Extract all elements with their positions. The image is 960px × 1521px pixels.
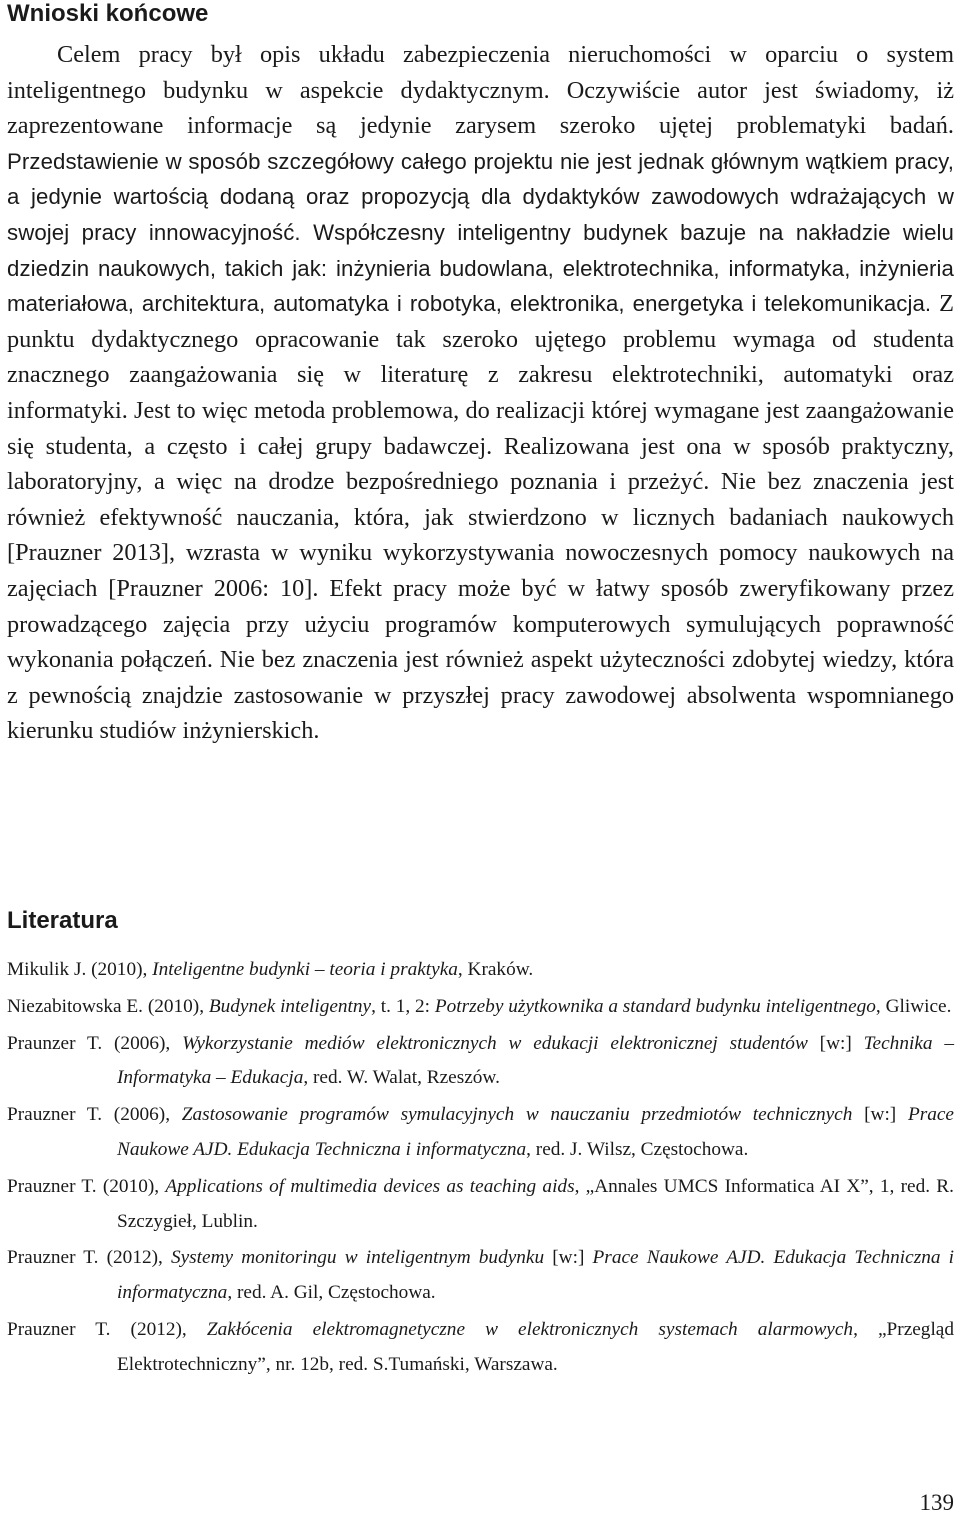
section-heading: Wnioski końcowe <box>7 0 209 27</box>
reference-item: Praunzer T. (2006), Wykorzystanie mediów elektronicznych w edukacji elektronicznej studentów [w:] Technika – Informatyka – Edukacja, red. W. Walat, Rzeszów. <box>7 1032 954 1089</box>
reference-item: Prauzner T. (2012), Zakłócenia elektromagnetyczne w elektronicznych systemach alarmowych, „Przegląd Elektrotechniczny”, nr. 12b, red. S.Tumański, Warszawa. <box>7 1318 955 1375</box>
paragraph-text-sans: Przedstawienie w sposób szczegółowy całego projektu nie jest jednak głównym wątkiem pracy, a jedynie wartością dodaną oraz propozycją dla dydaktyków zawodowych wdrażających w swojej pracy innowacyjność. Współczesny inteligentny budynek bazuje na nakładzie wielu dziedzin naukowych, takich jak: inżynieria budowlana, elektrotechnika, informatyka, inżynieria materiałowa, architektura, automatyka i robotyka, elektronika, energetyka i telekomunikacja. <box>7 148 954 317</box>
references-list <box>7 953 954 1385</box>
document-page <box>7 0 954 1521</box>
page-number: 139 <box>919 1490 954 1515</box>
paragraph-text-serif-1: Celem pracy był opis układu zabezpieczenia nieruchomości w oparciu o system inteligentnego budynku w aspekcie dydaktycznym. Oczywiście autor jest świadomy, iż zaprezentowane informacje są jedynie zarysem szeroko ujętej problematyki badań. <box>7 41 954 140</box>
paragraph-text-serif-2: Z punktu dydaktycznego opracowanie tak szeroko ujętego problemu wymaga od studenta znacznego zaangażowania się w literaturę z zakresu elektrotechniki, automatyki oraz informatyki. Jest to więc metoda problemowa, do realizacji której wymagane jest zaangażowanie się studenta, a często i całej grupy badawczej. Realizowana jest ona w sposób praktyczny, laboratoryjny, a więc na drodze bezpośredniego poznania i przeżyć. Nie bez znaczenia jest również efektywność nauczania, która, jak stwierdzono w licznych badaniach naukowych [Prauzner 2013], wzrasta w wyniku wykorzystywania nowoczesnych pomocy naukowych na zajęciach [Prauzner 2006: 10]. Efekt pracy może być w łatwy sposób zweryfikowany przez prowadzącego zajęcia przy użyciu programów komputerowych symulujących poprawność wykonania połączeń. Nie bez znaczenia jest również aspekt użyteczności zdobytej wiedzy, która z pewnością znajdzie zastosowanie w przyszłej pracy zawodowej absolwenta wspomnianego kierunku studiów inżynierskich. <box>7 290 954 745</box>
conclusions-paragraph <box>7 37 954 749</box>
reference-item: Prauzner T. (2012), Systemy monitoringu w inteligentnym budynku [w:] Prace Naukowe AJD. Edukacja Techniczna i informatyczna, red. A. Gil, Częstochowa. <box>7 1247 954 1304</box>
reference-item: Prauzner T. (2006), Zastosowanie programów symulacyjnych w nauczaniu przedmiotów technicznych [w:] Prace Naukowe AJD. Edukacja Techniczna i informatyczna, red. J. Wilsz, Częstochowa. <box>7 1104 954 1160</box>
reference-item: Niezabitowska E. (2010), Budynek inteligentny, t. 1, 2: Potrzeby użytkownika a standard budynku inteligentnego, Gliwice. <box>7 995 952 1017</box>
reference-item: Prauzner T. (2010), Applications of multimedia devices as teaching aids, „Annales UMCS Informatica AI X”, 1, red. R. Szczygieł, Lublin. <box>7 1175 954 1232</box>
reference-item: Mikulik J. (2010), Inteligentne budynki – teoria i praktyka, Kraków. <box>7 959 534 980</box>
references-heading: Literatura <box>7 907 118 934</box>
